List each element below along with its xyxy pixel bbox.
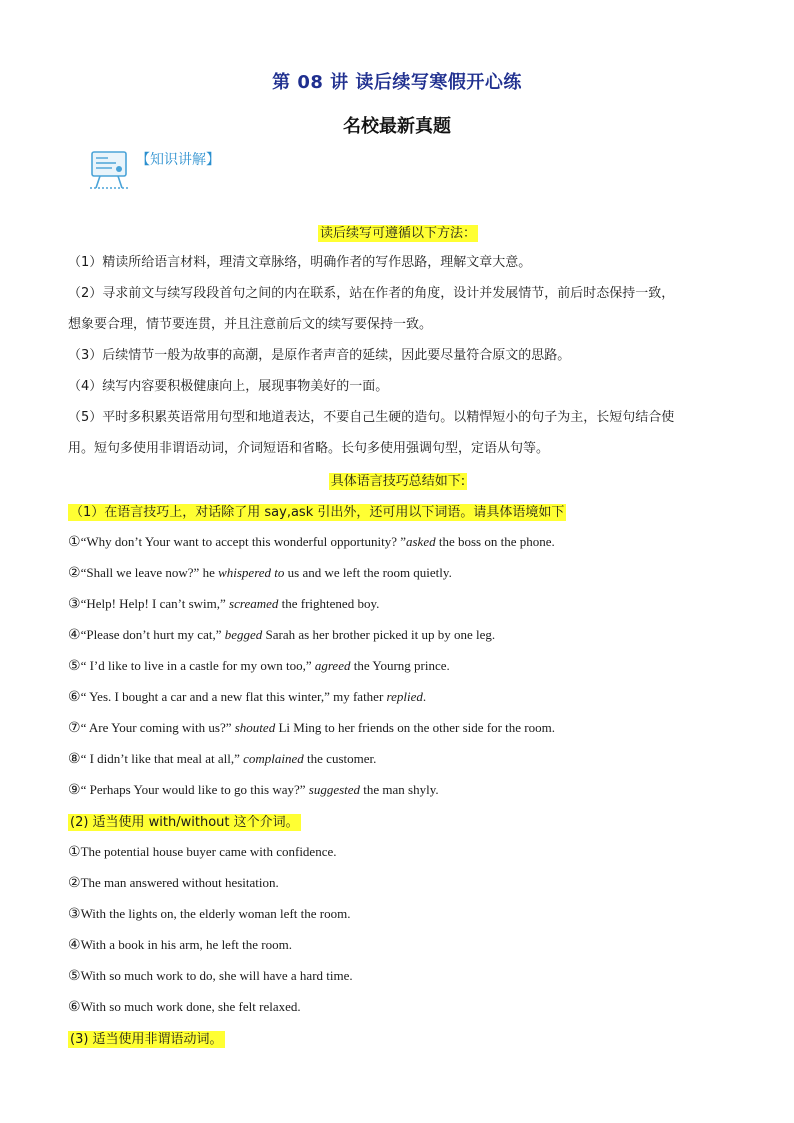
dialogue-example	[68, 656, 728, 687]
methods-heading: 读后续写可遵循以下方法：	[319, 226, 476, 241]
example-verb: begged	[224, 627, 263, 642]
example-text: The man answered without hesitation.	[80, 875, 279, 890]
method-text: （4）续写内容要积极健康向上，展现事物美好的一面。	[68, 379, 389, 394]
part3-heading: (3) 适当使用非谓语动词。	[70, 1032, 223, 1047]
with-example	[68, 966, 728, 997]
example-verb: shouted	[234, 720, 276, 735]
example-text: The potential house buyer came with confidence.	[80, 844, 337, 859]
method-item	[68, 377, 728, 408]
dialogue-example	[68, 687, 728, 718]
methods-heading-row	[68, 222, 728, 253]
example-verb: agreed	[314, 658, 351, 673]
method-text: 用。短句多使用非谓语动词，介词短语和省略。长句多使用强调句型，定语从句等。	[68, 441, 550, 456]
example-number: ②	[68, 565, 81, 581]
example-text: With a book in his arm, he left the room.	[80, 937, 292, 952]
example-number: ⑧	[68, 751, 81, 767]
example-verb: suggested	[308, 782, 361, 797]
part3-heading-row	[68, 1028, 728, 1059]
example-number: ④	[68, 937, 81, 953]
example-verb: complained	[243, 751, 304, 766]
method-text: （1）精读所给语言材料，理清文章脉络，明确作者的写作思路，理解文章大意。	[68, 255, 532, 270]
dialogue-example	[68, 749, 728, 780]
dialogue-example	[68, 532, 728, 563]
dialogue-example	[68, 625, 728, 656]
with-example	[68, 904, 728, 935]
example-number: ⑦	[68, 720, 81, 736]
example-quote: “ Perhaps Your would like to go this way?”	[80, 782, 309, 797]
example-quote: “ I’d like to live in a castle for my own too,”	[80, 658, 315, 673]
with-example	[68, 935, 728, 966]
dialogue-example	[68, 594, 728, 625]
page-title: 第 08 讲 读后续写寒假开心练	[272, 72, 522, 93]
example-verb: replied	[386, 689, 423, 704]
lecture-board-icon	[86, 148, 132, 194]
example-rest: the Yourng prince.	[350, 658, 450, 673]
method-text: （2）寻求前文与续写段段首句之间的内在联系，站在作者的角度，设计并发展情节，前后时态保持一致，	[68, 286, 675, 301]
part1-heading-row	[68, 501, 728, 532]
part1-heading: （1）在语言技巧上，对话除了用 say,ask 引出外，还可用以下词语。请具体语境如下	[70, 505, 565, 520]
example-verb: screamed	[229, 596, 279, 611]
method-text: （3）后续情节一般为故事的高潮，是原作者声音的延续，因此要尽量符合原文的思路。	[68, 348, 571, 363]
example-quote: “Shall we leave now?” he	[80, 565, 219, 580]
example-number: ③	[68, 596, 81, 612]
example-rest: .	[422, 689, 427, 704]
dialogue-example	[68, 563, 728, 594]
example-rest: the man shyly.	[360, 782, 439, 797]
method-text: （5）平时多积累英语常用句型和地道表达，不要自己生硬的造句。以精悍短小的句子为主，长短句结合使	[68, 410, 675, 425]
dialogue-example	[68, 718, 728, 749]
example-number: ⑤	[68, 658, 81, 674]
example-quote: “ Are Your coming with us?”	[80, 720, 235, 735]
method-item	[68, 253, 728, 284]
example-rest: the customer.	[303, 751, 377, 766]
with-example	[68, 997, 728, 1028]
with-example	[68, 873, 728, 904]
example-verb: whispered to	[218, 565, 285, 580]
example-rest: Sarah as her brother picked it up by one leg.	[262, 627, 496, 642]
example-number: ④	[68, 627, 81, 643]
example-number: ⑤	[68, 968, 81, 984]
example-text: With so much work done, she felt relaxed.	[80, 999, 301, 1014]
with-example	[68, 842, 728, 873]
page-subtitle: 名校最新真题	[343, 116, 451, 137]
skills-heading: 具体语言技巧总结如下:	[330, 474, 466, 489]
example-rest: us and we left the room quietly.	[284, 565, 452, 580]
example-number: ①	[68, 534, 81, 550]
example-rest: Li Ming to her friends on the other side for the room.	[275, 720, 556, 735]
document-body	[68, 222, 728, 1059]
example-text: With so much work to do, she will have a hard time.	[80, 968, 353, 983]
example-number: ③	[68, 906, 81, 922]
example-number: ⑨	[68, 782, 81, 798]
method-item	[68, 346, 728, 377]
example-number: ⑥	[68, 999, 81, 1015]
example-number: ⑥	[68, 689, 81, 705]
dialogue-example	[68, 780, 728, 811]
method-item	[68, 408, 728, 470]
method-text: 想象要合理，情节要连贯，并且注意前后文的续写要保持一致。	[68, 317, 433, 332]
example-verb: asked	[405, 534, 436, 549]
example-quote: “ Yes. I bought a car and a new flat this winter,” my father	[80, 689, 387, 704]
example-number: ①	[68, 844, 81, 860]
example-quote: “Why don’t Your want to accept this wonderful opportunity? ”	[80, 534, 406, 549]
example-quote: “Please don’t hurt my cat,”	[80, 627, 225, 642]
example-quote: “Help! Help! I can’t swim,”	[80, 596, 230, 611]
example-text: With the lights on, the elderly woman left the room.	[80, 906, 351, 921]
part2-heading-row	[68, 811, 728, 842]
example-rest: the boss on the phone.	[435, 534, 555, 549]
skills-heading-row	[68, 470, 728, 501]
section-tag: 【知识讲解】	[136, 152, 220, 168]
example-rest: the frightened boy.	[278, 596, 380, 611]
method-item	[68, 284, 728, 346]
part2-heading: (2) 适当使用 with/without 这个介词。	[70, 815, 299, 830]
example-quote: “ I didn’t like that meal at all,”	[80, 751, 244, 766]
example-number: ②	[68, 875, 81, 891]
